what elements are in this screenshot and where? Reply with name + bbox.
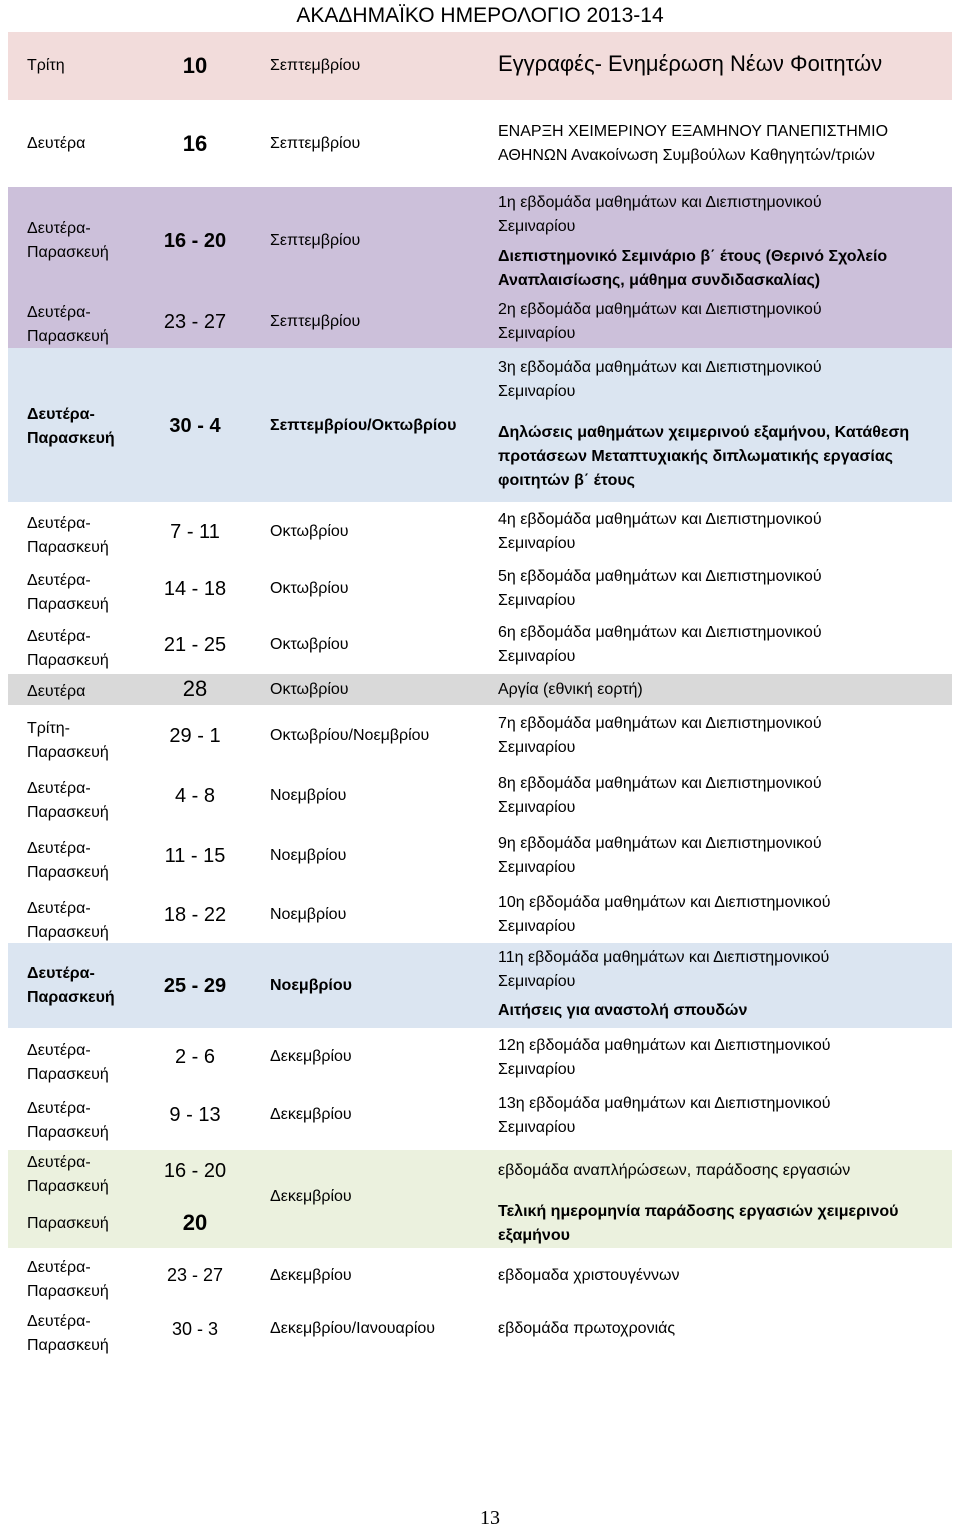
month-label: Νοεμβρίου: [270, 787, 347, 804]
month-label: Οκτωβρίου: [270, 523, 349, 540]
day-label: Παρασκευή: [27, 430, 115, 447]
date-range: 28: [182, 676, 208, 701]
day-label: Παρασκευή: [27, 1337, 109, 1354]
day-label: Παρασκευή: [27, 924, 109, 941]
event-description-line: 6η εβδομάδα μαθημάτων και Διεπιστημονικού: [498, 624, 822, 641]
month-label: Οκτωβρίου: [270, 681, 349, 698]
day-label: Δευτέρα-: [27, 1313, 91, 1330]
date-range: 23 - 27: [163, 311, 227, 333]
event-description-line: Σεμιναρίου: [498, 648, 576, 665]
event-description-line: Σεμιναρίου: [498, 799, 576, 816]
date-range: 16 - 20: [163, 1160, 227, 1182]
day-label: Τρίτη-: [27, 720, 70, 737]
month-label: Οκτωβρίου/Νοεμβρίου: [270, 727, 430, 744]
calendar-row-week4: [8, 508, 952, 564]
day-label: Παρασκευή: [27, 1178, 109, 1195]
month-label: Σεπτεμβρίου/Οκτωβρίου: [270, 417, 457, 434]
day-label: Δευτέρα-: [27, 1042, 91, 1059]
event-description-line: φοιτητών β΄ έτους: [498, 472, 635, 489]
event-description-line: 8η εβδομάδα μαθημάτων και Διεπιστημονικού: [498, 775, 822, 792]
month-label: Σεπτεμβρίου: [270, 57, 361, 74]
date-range: 4 - 8: [174, 785, 216, 807]
event-description-line: Σεμιναρίου: [498, 218, 576, 235]
calendar-row-week13: [8, 1092, 952, 1150]
calendar-row-course-declarations: [8, 348, 952, 502]
date-range: 30 - 3: [171, 1319, 219, 1339]
day-label: Παρασκευή: [27, 989, 115, 1006]
day-label: Παρασκευή: [27, 864, 109, 881]
calendar-row-registration: [8, 32, 952, 100]
month-label: Νοεμβρίου: [270, 847, 347, 864]
month-label: Νοεμβρίου: [270, 906, 347, 923]
event-description-line: ΕΝΑΡΞΗ ΧΕΙΜΕΡΙΝΟΥ ΕΞΑΜΗΝΟΥ ΠΑΝΕΠΙΣΤΗΜΙΟ: [498, 123, 889, 140]
calendar-row-week6: [8, 621, 952, 673]
event-description-line: Σεμιναρίου: [498, 535, 576, 552]
calendar-row-week8: [8, 772, 952, 830]
date-range: 10: [182, 53, 208, 78]
date-range: 20: [182, 1210, 208, 1235]
day-label: Παρασκευή: [27, 596, 109, 613]
day-label: Τρίτη: [27, 57, 65, 74]
day-label: Παρασκευή: [27, 328, 109, 345]
calendar-row-week5: [8, 565, 952, 621]
event-description-line: Σεμιναρίου: [498, 383, 576, 400]
day-label: Δευτέρα-: [27, 220, 91, 237]
event-description: εβδομάδα πρωτοχρονιάς: [498, 1320, 676, 1337]
event-description-line: Σεμιναρίου: [498, 325, 576, 342]
day-label: Δευτέρα-: [27, 572, 91, 589]
calendar-row-semester-start: [8, 112, 952, 172]
date-range: 16 - 20: [163, 230, 227, 252]
day-label: Δευτέρα-: [27, 628, 91, 645]
month-label: Σεπτεμβρίου: [270, 135, 361, 152]
event-description-line: Αιτήσεις για αναστολή σπουδών: [498, 1002, 748, 1019]
day-label: Δευτέρα: [27, 135, 86, 152]
day-label: Δευτέρα-: [27, 1100, 91, 1117]
date-range: 30 - 4: [169, 415, 221, 437]
event-description-line: Δηλώσεις μαθημάτων χειμερινού εξαμήνου, Κατάθεση: [498, 424, 910, 441]
calendar-block-purple: [8, 187, 952, 348]
event-description-line: Σεμιναρίου: [498, 973, 576, 990]
event-description-line: εξαμήνου: [498, 1227, 570, 1244]
event-description-line: Σεμιναρίου: [498, 739, 576, 756]
date-range: 23 - 27: [166, 1265, 224, 1285]
event-description-line: ΑΘΗΝΩΝ Ανακοίνωση Συμβούλων Καθηγητών/τριών: [498, 147, 875, 164]
date-range: 25 - 29: [163, 975, 227, 997]
date-range: 29 - 1: [169, 725, 221, 747]
day-label: Παρασκευή: [27, 1215, 109, 1232]
date-range: 18 - 22: [163, 904, 227, 926]
event-description-line: 5η εβδομάδα μαθημάτων και Διεπιστημονικού: [498, 568, 822, 585]
month-label: Δεκεμβρίου: [270, 1267, 352, 1284]
event-description-line: 9η εβδομάδα μαθημάτων και Διεπιστημονικού: [498, 835, 822, 852]
event-description-line: 13η εβδομάδα μαθημάτων και Διεπιστημονικού: [498, 1095, 831, 1112]
calendar-row-week9: [8, 832, 952, 890]
page-title: ΑΚΑΔΗΜΑΪΚΟ ΗΜΕΡΟΛΟΓΙΟ 2013-14: [296, 4, 664, 27]
event-description-line: 3η εβδομάδα μαθημάτων και Διεπιστημονικού: [498, 359, 822, 376]
event-description-line: 4η εβδομάδα μαθημάτων και Διεπιστημονικού: [498, 511, 822, 528]
month-label: Σεπτεμβρίου: [270, 232, 361, 249]
event-description-line: Σεμιναρίου: [498, 1119, 576, 1136]
day-label: Παρασκευή: [27, 1283, 109, 1300]
event-description-line: 10η εβδομάδα μαθημάτων και Διεπιστημονικού: [498, 894, 831, 911]
day-label: Δευτέρα-: [27, 406, 95, 423]
event-description-line: 2η εβδομάδα μαθημάτων και Διεπιστημονικού: [498, 301, 822, 318]
event-description-line: Διεπιστημονικό Σεμινάριο β΄ έτους (Θερινό Σχολείο: [498, 248, 888, 265]
day-label: Παρασκευή: [27, 539, 109, 556]
page-number: 13: [480, 1507, 500, 1529]
event-description-line: 11η εβδομάδα μαθημάτων και Διεπιστημονικού: [498, 949, 830, 966]
day-label: Δευτέρα-: [27, 780, 91, 797]
day-label: Παρασκευή: [27, 1066, 109, 1083]
event-description-line: Αναπλαισίωσης, μάθημα συνδιδασκαλίας): [498, 272, 821, 289]
date-range: 11 - 15: [164, 845, 226, 867]
day-label: Δευτέρα-: [27, 900, 91, 917]
date-range: 9 - 13: [169, 1104, 221, 1126]
month-label: Σεπτεμβρίου: [270, 313, 361, 330]
event-description: Αργία (εθνική εορτή): [498, 681, 643, 698]
day-label: Παρασκευή: [27, 244, 109, 261]
event-description-line: Σεμιναρίου: [498, 592, 576, 609]
date-range: 2 - 6: [174, 1046, 216, 1068]
date-range: 21 - 25: [163, 634, 227, 656]
day-label: Δευτέρα-: [27, 1259, 91, 1276]
month-label: Νοεμβρίου: [270, 977, 352, 994]
calendar-row-week12: [8, 1034, 952, 1092]
calendar-row-holiday: [8, 674, 952, 705]
calendar-row-christmas: [8, 1254, 952, 1306]
event-description: Εγγραφές- Ενημέρωση Νέων Φοιτητών: [498, 51, 883, 76]
day-label: Δευτέρα-: [27, 965, 95, 982]
month-label: Δεκεμβρίου: [270, 1188, 352, 1205]
event-description-line: Τελική ημερομηνία παράδοσης εργασιών χειμερινού: [498, 1203, 899, 1220]
day-label: Δευτέρα-: [27, 515, 91, 532]
day-label: Δευτέρα: [27, 683, 86, 700]
calendar-block-submissions: [8, 1150, 952, 1248]
event-description-line: προτάσεων Μεταπτυχιακής διπλωματικής εργασίας: [498, 448, 893, 465]
day-label: Παρασκευή: [27, 652, 109, 669]
event-description-line: 7η εβδομάδα μαθημάτων και Διεπιστημονικού: [498, 715, 822, 732]
event-description-line: 12η εβδομάδα μαθημάτων και Διεπιστημονικού: [498, 1037, 831, 1054]
date-range: 14 - 18: [163, 578, 227, 600]
date-range: 7 - 11: [170, 521, 220, 543]
event-description-line: Σεμιναρίου: [498, 918, 576, 935]
event-description-line: Σεμιναρίου: [498, 1061, 576, 1078]
month-label: Οκτωβρίου: [270, 580, 349, 597]
day-label: Παρασκευή: [27, 744, 109, 761]
calendar-row-week10: [8, 891, 952, 943]
event-description: εβδομαδα χριστουγέννων: [498, 1267, 680, 1284]
calendar-row-new-year: [8, 1308, 952, 1360]
month-label: Δεκεμβρίου: [270, 1106, 352, 1123]
month-label: Δεκεμβρίου: [270, 1048, 352, 1065]
day-label: Παρασκευή: [27, 1124, 109, 1141]
day-label: Παρασκευή: [27, 804, 109, 821]
event-description-line: 1η εβδομάδα μαθημάτων και Διεπιστημονικού: [498, 194, 822, 211]
event-description-line: Σεμιναρίου: [498, 859, 576, 876]
event-description: εβδομάδα αναπλήρώσεων, παράδοσης εργασιών: [498, 1162, 851, 1179]
day-label: Δευτέρα-: [27, 840, 91, 857]
calendar-row-study-suspension: [8, 943, 952, 1028]
day-label: Δευτέρα-: [27, 1154, 91, 1171]
month-label: Οκτωβρίου: [270, 636, 349, 653]
month-label: Δεκεμβρίου/Ιανουαρίου: [270, 1320, 436, 1337]
calendar-row-week7: [8, 712, 952, 770]
day-label: Δευτέρα-: [27, 304, 91, 321]
date-range: 16: [182, 131, 208, 156]
